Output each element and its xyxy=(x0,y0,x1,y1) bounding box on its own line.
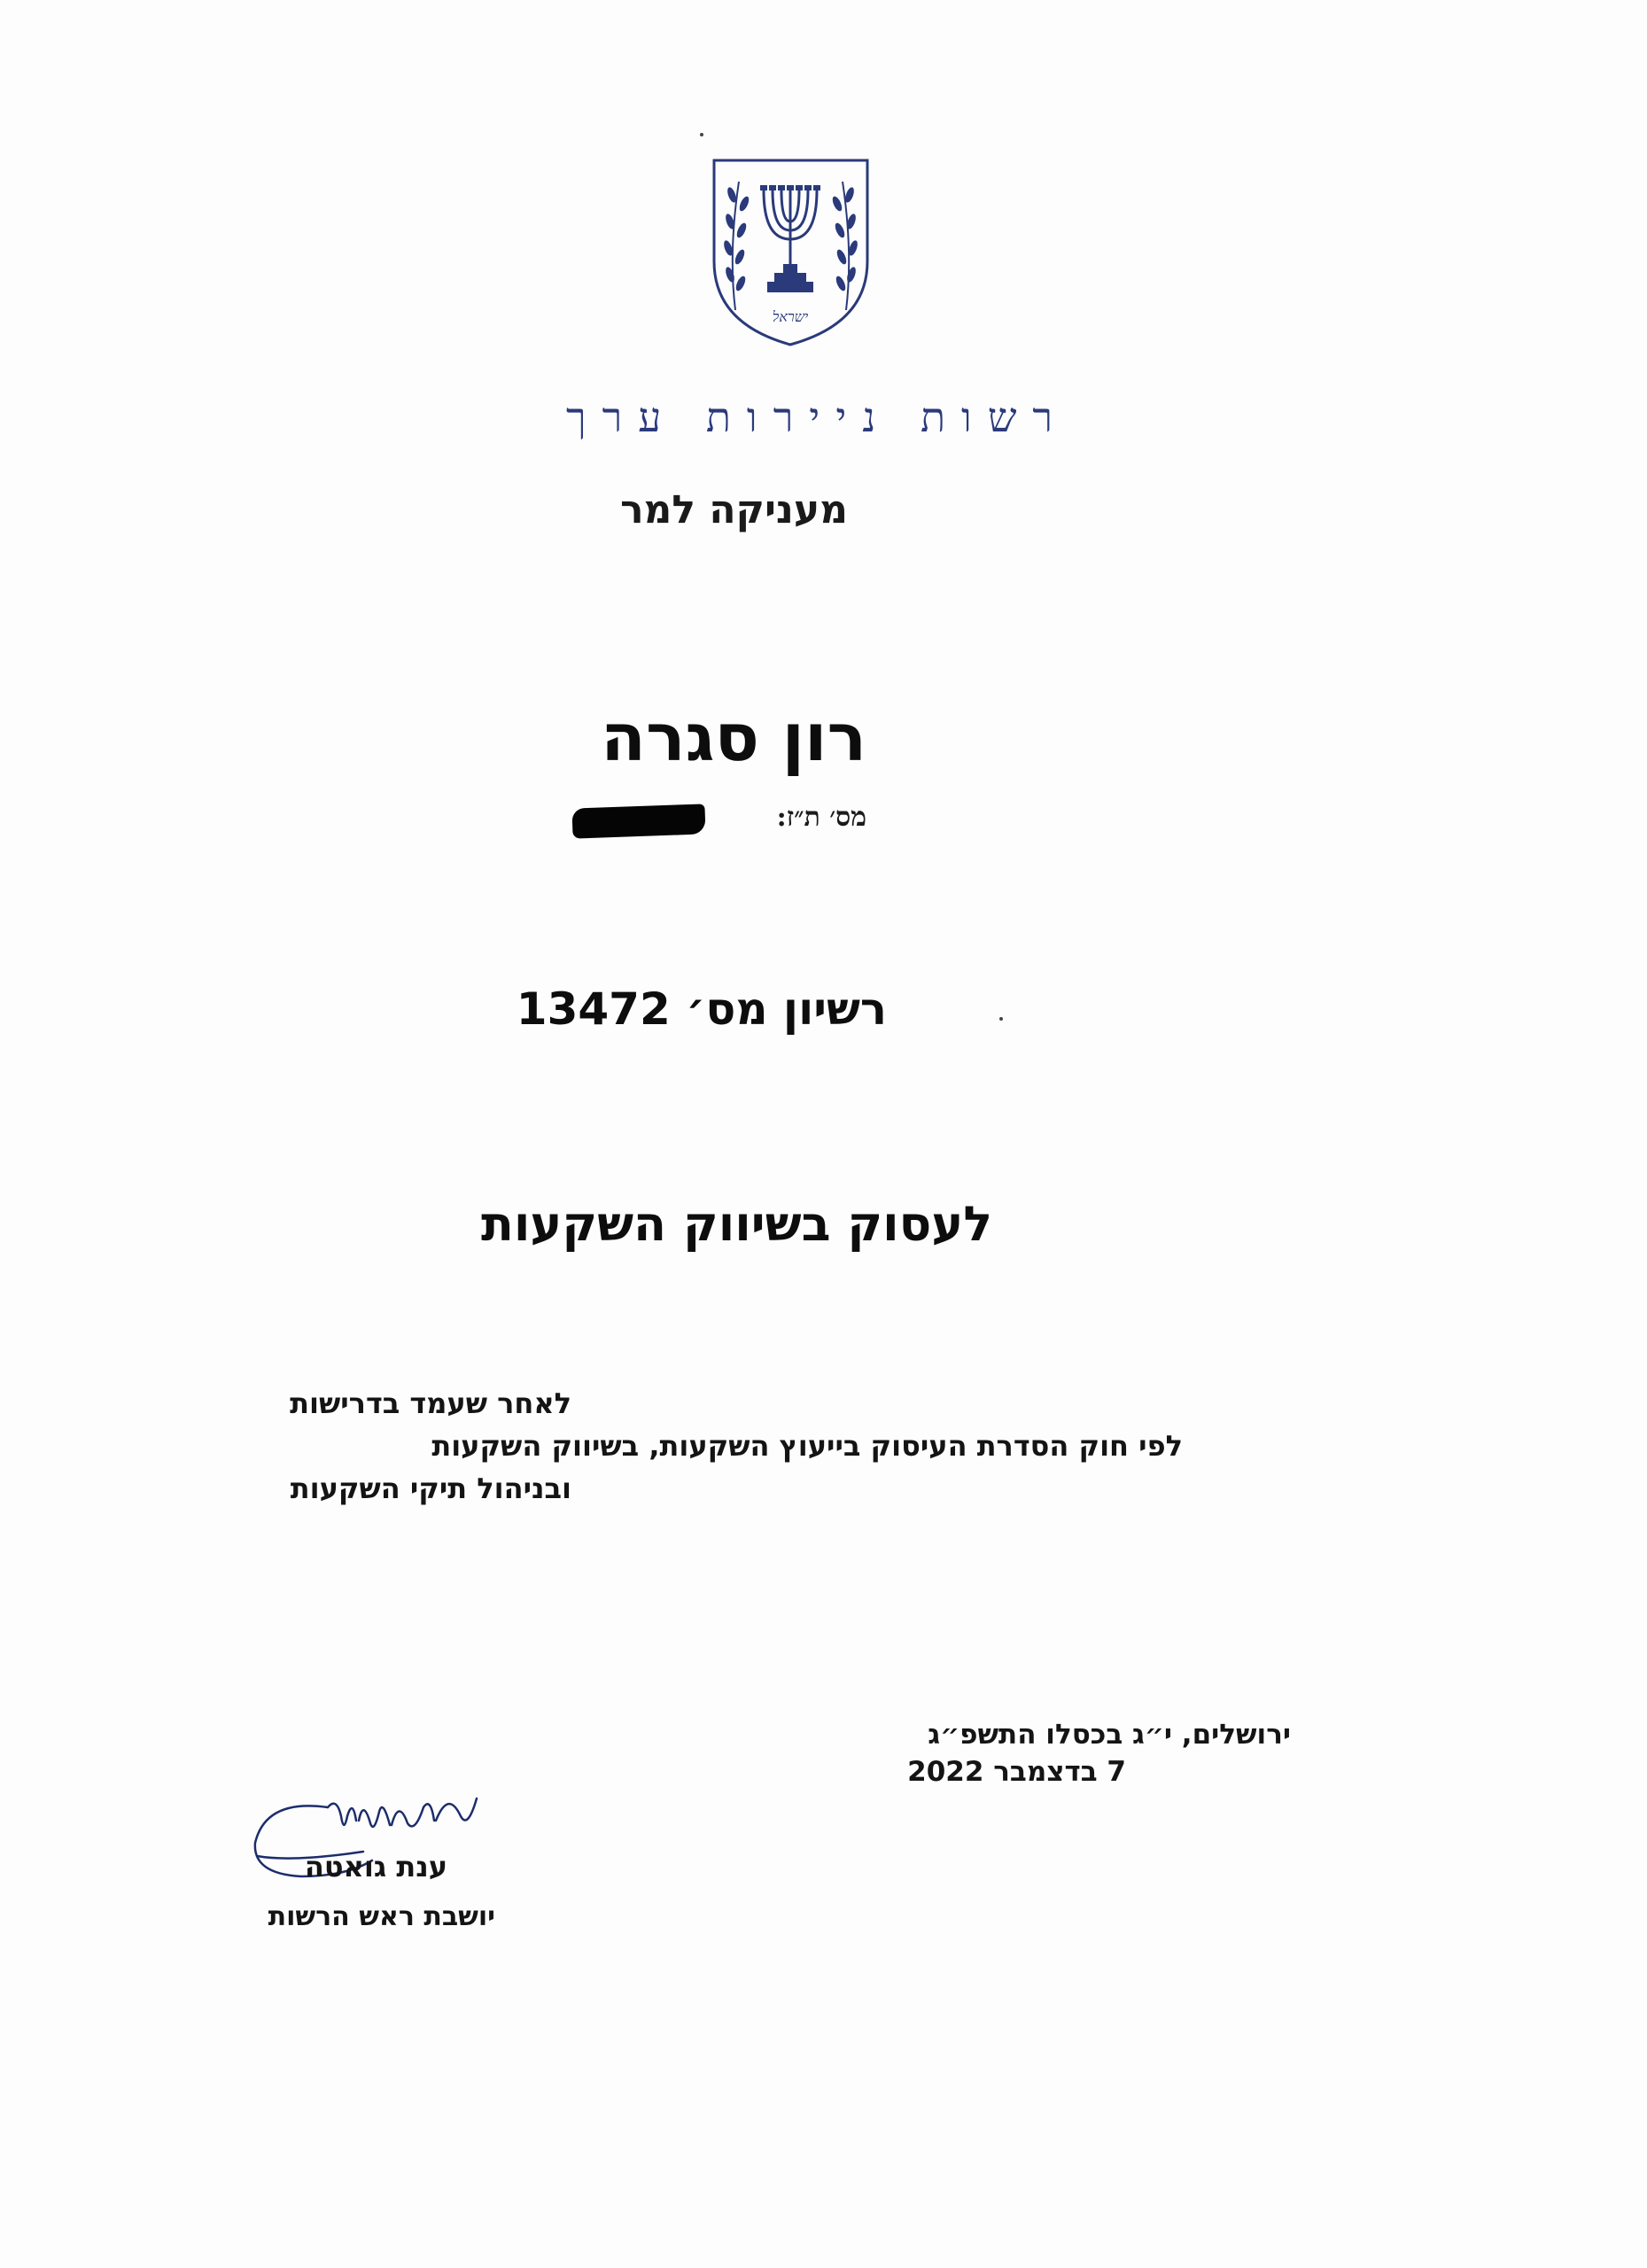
id-label: מס׳ ת״ז: xyxy=(776,802,866,833)
state-emblem-icon xyxy=(709,155,873,350)
authority-name: רשות ניירות ערך xyxy=(566,393,1068,441)
signatory-title: יושבת ראש הרשות xyxy=(268,1901,495,1932)
recipient-name: רון סגרה xyxy=(601,700,866,776)
requirement-line: לאחר שעמד בדרישות xyxy=(290,1386,571,1420)
speck xyxy=(700,133,703,136)
signatory-name: ענת גואטה xyxy=(304,1850,447,1884)
requirement-line: ובניהול תיקי השקעות xyxy=(290,1472,571,1505)
speck xyxy=(999,1017,1003,1021)
gregorian-date: 7 בדצמבר 2022 xyxy=(907,1756,1126,1788)
requirement-line: לפי חוק הסדרת העיסוק בייעוץ השקעות, בשיווק השקעות xyxy=(431,1429,1183,1463)
emblem-inscription: ישראל xyxy=(772,308,809,325)
license-number: רשיון מס׳ 13472 xyxy=(516,983,887,1035)
redaction-mark xyxy=(571,804,705,838)
hebrew-date: ירושלים, י״ג בכסלו התשפ״ג xyxy=(928,1719,1291,1751)
activity-line: לעסוק בשיווק השקעות xyxy=(480,1196,992,1252)
grants-line: מעניקה למר xyxy=(620,487,848,532)
